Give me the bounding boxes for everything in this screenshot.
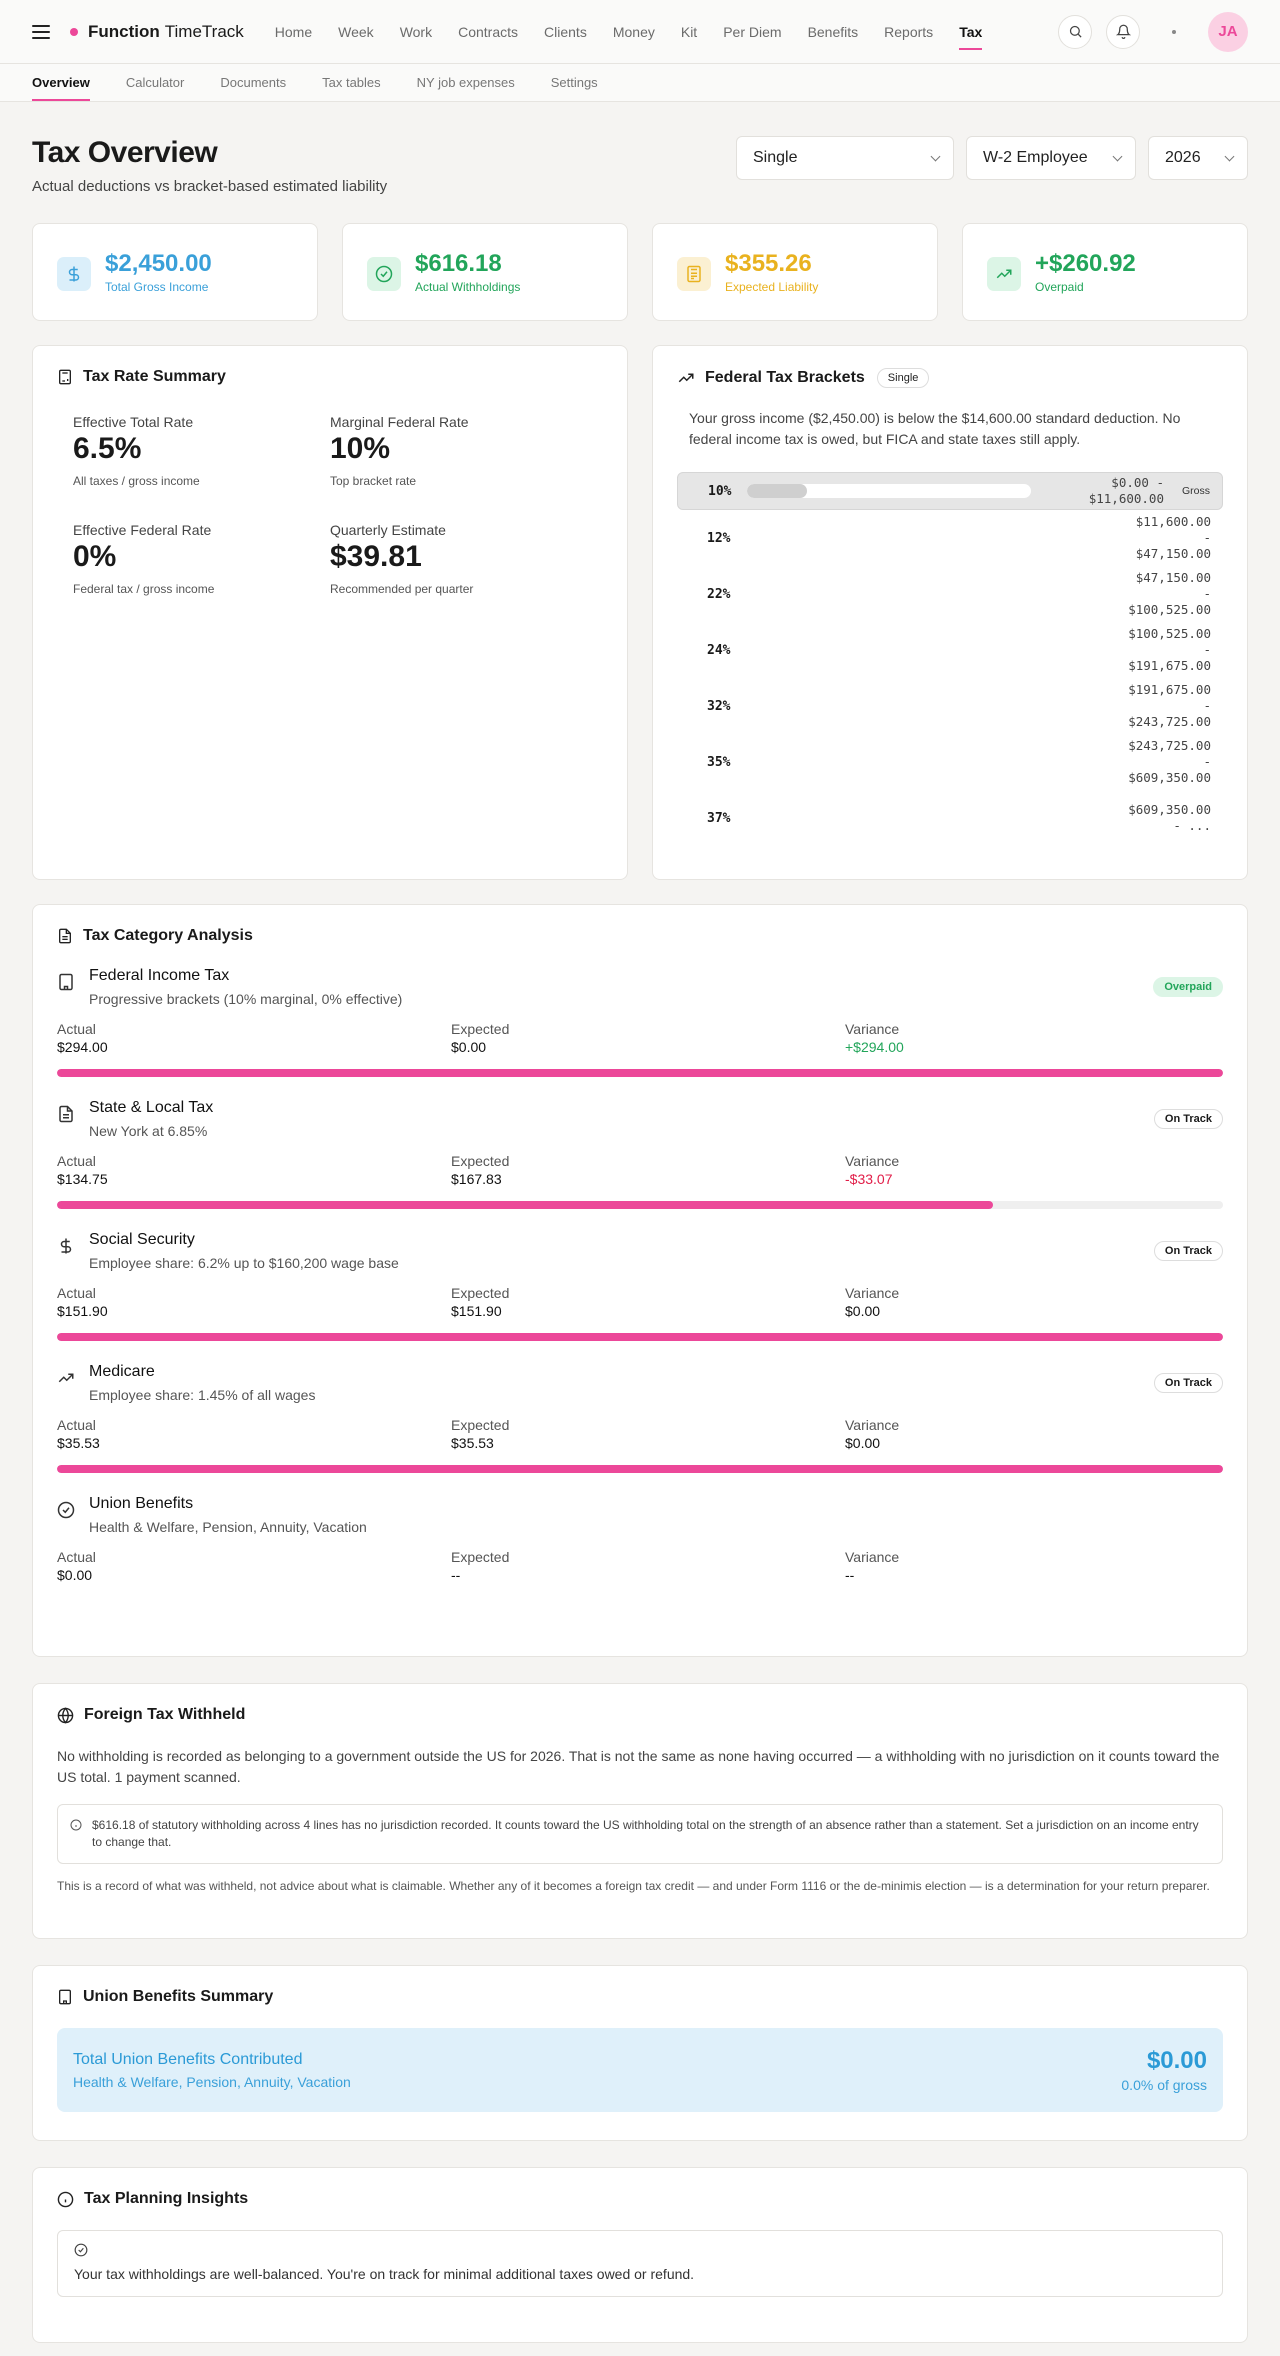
category-description: Employee share: 1.45% of all wages bbox=[89, 1387, 316, 1403]
expected-label: Expected bbox=[451, 1417, 510, 1433]
trending-up-icon bbox=[57, 1369, 75, 1387]
page-title: Tax Overview bbox=[32, 136, 218, 169]
stat-cards bbox=[32, 223, 1248, 321]
nav-item-money[interactable]: Money bbox=[612, 23, 655, 40]
filing-status-select[interactable] bbox=[736, 136, 954, 180]
variance-value: -- bbox=[845, 1567, 855, 1583]
union-box-subtitle: Health & Welfare, Pension, Annuity, Vacation bbox=[73, 2073, 351, 2090]
stat-icon-wrap bbox=[987, 257, 1021, 291]
category-progress-bar bbox=[57, 1333, 1223, 1341]
expected-value: $35.53 bbox=[451, 1435, 494, 1451]
year-value: 2026 bbox=[1165, 149, 1201, 166]
foreign-note bbox=[57, 1804, 1223, 1864]
brand-dot-icon bbox=[70, 28, 78, 36]
tab-settings[interactable]: Settings bbox=[550, 75, 598, 90]
employment-type-value: W-2 Employee bbox=[983, 149, 1088, 166]
tab-overview[interactable]: Overview bbox=[32, 64, 90, 101]
rate-metric bbox=[330, 522, 587, 596]
calculator-icon bbox=[685, 265, 703, 283]
stat-icon-wrap bbox=[57, 257, 91, 291]
card-title: Tax Planning Insights bbox=[84, 2190, 249, 2207]
bracket-row bbox=[677, 472, 1223, 510]
actual-value: $0.00 bbox=[57, 1567, 93, 1583]
variance-value: +$294.00 bbox=[845, 1039, 904, 1055]
info-icon bbox=[57, 2191, 74, 2208]
union-benefits-summary-card bbox=[32, 1965, 1248, 2141]
bracket-row bbox=[677, 790, 1223, 846]
chevron-down-icon bbox=[1225, 151, 1235, 161]
expected-value: $167.83 bbox=[451, 1171, 502, 1187]
nav-item-tax[interactable]: Tax bbox=[946, 0, 995, 64]
category-description: Health & Welfare, Pension, Annuity, Vacation bbox=[89, 1519, 367, 1535]
variance-value: $0.00 bbox=[845, 1303, 881, 1319]
tax-category bbox=[57, 967, 1223, 1077]
stat-label: Expected Liability bbox=[725, 280, 819, 294]
expected-label: Expected bbox=[451, 1021, 510, 1037]
category-progress-bar bbox=[57, 1465, 1223, 1473]
category-description: Employee share: 6.2% up to $160,200 wage base bbox=[89, 1255, 399, 1271]
category-progress-fill bbox=[57, 1201, 993, 1209]
stat-value: $355.26 bbox=[725, 250, 812, 277]
gross-marker: Gross bbox=[1181, 485, 1210, 497]
card-title: Federal Tax Brackets bbox=[705, 369, 865, 386]
notifications-button[interactable] bbox=[1106, 15, 1140, 49]
card-title: Union Benefits Summary bbox=[83, 1988, 274, 2005]
metric-label: Effective Federal Rate bbox=[73, 522, 212, 538]
sub-nav bbox=[0, 64, 1280, 102]
variance-value: $0.00 bbox=[845, 1435, 881, 1451]
top-bar bbox=[0, 0, 1280, 64]
bracket-range: $191,675.00 - $243,725.00 bbox=[1128, 682, 1211, 729]
tab-ny-job-expenses[interactable]: NY job expenses bbox=[416, 75, 515, 90]
chevron-down-icon bbox=[931, 151, 941, 161]
card-title: Foreign Tax Withheld bbox=[84, 1706, 246, 1723]
dollar-icon bbox=[65, 265, 83, 283]
bracket-range: $609,350.00 - ... bbox=[1128, 802, 1211, 833]
nav-item-per-diem[interactable]: Per Diem bbox=[723, 23, 782, 40]
expected-value: $0.00 bbox=[451, 1039, 487, 1055]
year-select[interactable] bbox=[1148, 136, 1248, 180]
metric-value: 6.5% bbox=[73, 432, 142, 465]
bracket-row bbox=[677, 622, 1223, 678]
card-title: Tax Rate Summary bbox=[83, 368, 226, 385]
bracket-range: $100,525.00 - $191,675.00 bbox=[1128, 626, 1211, 673]
insight-text: Your tax withholdings are well-balanced. You're on track for minimal additional taxes owed or refund. bbox=[74, 2266, 695, 2282]
stat-label: Actual Withholdings bbox=[415, 280, 521, 294]
check-circle-icon bbox=[57, 1501, 75, 1519]
bracket-progress-fill bbox=[747, 484, 807, 498]
status-badge: On Track bbox=[1154, 1241, 1223, 1261]
category-name: Federal Income Tax bbox=[89, 967, 230, 984]
variance-label: Variance bbox=[845, 1021, 900, 1037]
trending-up-icon bbox=[995, 265, 1013, 283]
category-progress-fill bbox=[57, 1069, 1223, 1077]
category-progress-bar bbox=[57, 1201, 1223, 1209]
bell-icon bbox=[1116, 24, 1131, 39]
actual-label: Actual bbox=[57, 1153, 96, 1169]
check-circle-icon bbox=[74, 2243, 88, 2257]
actual-value: $35.53 bbox=[57, 1435, 100, 1451]
expected-label: Expected bbox=[451, 1285, 510, 1301]
filing-status-value: Single bbox=[753, 149, 798, 166]
union-total-value: $0.00 bbox=[1146, 2047, 1207, 2074]
stat-card bbox=[32, 223, 318, 321]
expected-label: Expected bbox=[451, 1549, 510, 1565]
tax-planning-insights-card bbox=[32, 2167, 1248, 2343]
metric-subtext: All taxes / gross income bbox=[73, 474, 200, 488]
card-title: Tax Category Analysis bbox=[83, 927, 253, 944]
foreign-note-text: $616.18 of statutory withholding across 4 lines has no jurisdiction recorded. It counts toward the US withholding total on the strength of an absence rather than a statement. Set a jurisdiction on an income entry to change that. bbox=[92, 1818, 1199, 1849]
bracket-progress-bar bbox=[747, 484, 1031, 498]
metric-label: Effective Total Rate bbox=[73, 414, 194, 430]
actual-value: $134.75 bbox=[57, 1171, 108, 1187]
status-badge: On Track bbox=[1154, 1373, 1223, 1393]
metric-subtext: Federal tax / gross income bbox=[73, 582, 215, 596]
stat-value: +$260.92 bbox=[1035, 250, 1136, 277]
bracket-rate: 32% bbox=[707, 698, 731, 714]
category-name: Social Security bbox=[89, 1231, 195, 1248]
foreign-tax-card bbox=[32, 1683, 1248, 1939]
status-badge: On Track bbox=[1154, 1109, 1223, 1129]
stat-value: $616.18 bbox=[415, 250, 502, 277]
tax-category bbox=[57, 1099, 1223, 1209]
foreign-footer: This is a record of what was withheld, not advice about what is claimable. Whether any of it becomes a foreign tax credit — and under Form 1116 or the de-minimis election — is a determination for your return preparer. bbox=[57, 1879, 1210, 1893]
check-circle-icon bbox=[375, 265, 393, 283]
nav-item-kit[interactable]: Kit bbox=[680, 23, 698, 40]
stat-card bbox=[652, 223, 938, 321]
page-subtitle: Actual deductions vs bracket-based estimated liability bbox=[32, 178, 388, 195]
category-progress-fill bbox=[57, 1465, 1223, 1473]
nav-item-reports[interactable]: Reports bbox=[884, 23, 934, 40]
actual-label: Actual bbox=[57, 1021, 96, 1037]
actual-label: Actual bbox=[57, 1285, 96, 1301]
stat-card bbox=[342, 223, 628, 321]
bracket-range: $47,150.00 - $100,525.00 bbox=[1128, 570, 1211, 617]
search-button[interactable] bbox=[1058, 15, 1092, 49]
stat-card bbox=[962, 223, 1248, 321]
rate-metric bbox=[73, 414, 330, 488]
category-progress-fill bbox=[57, 1333, 1223, 1341]
category-description: New York at 6.85% bbox=[89, 1123, 208, 1139]
tab-tax-tables[interactable]: Tax tables bbox=[322, 75, 381, 90]
bracket-rate: 22% bbox=[707, 586, 731, 602]
bracket-note: Your gross income ($2,450.00) is below the $14,600.00 standard deduction. No federal income tax is owed, but FICA and state taxes still apply. bbox=[689, 410, 1181, 447]
info-icon bbox=[70, 1819, 82, 1831]
metric-value: 10% bbox=[330, 432, 391, 465]
tax-category bbox=[57, 1363, 1223, 1473]
nav-item-week[interactable]: Week bbox=[338, 23, 374, 40]
bracket-range: $11,600.00 - $47,150.00 bbox=[1135, 514, 1211, 561]
document-icon bbox=[57, 928, 73, 944]
rate-metric bbox=[73, 522, 330, 596]
search-icon bbox=[1068, 24, 1083, 39]
metric-subtext: Top bracket rate bbox=[330, 474, 417, 488]
foreign-text: No withholding is recorded as belonging to a government outside the US for 2026. That is not the same as none having occurred — a withholding with no jurisdiction on it counts toward the US total. 1 payment scanned. bbox=[57, 1748, 1220, 1785]
nav-item-clients[interactable]: Clients bbox=[544, 23, 587, 40]
brand-name: Function bbox=[88, 21, 160, 41]
stat-icon-wrap bbox=[367, 257, 401, 291]
union-total-box bbox=[57, 2028, 1223, 2112]
tax-category bbox=[57, 1495, 1223, 1583]
union-box-title: Total Union Benefits Contributed bbox=[73, 2050, 303, 2068]
tax-category-analysis-card bbox=[32, 904, 1248, 1657]
bracket-range: $243,725.00 - $609,350.00 bbox=[1128, 738, 1211, 785]
avatar[interactable]: JA bbox=[1208, 12, 1248, 52]
variance-label: Variance bbox=[845, 1549, 900, 1565]
stat-label: Overpaid bbox=[1035, 280, 1084, 294]
nav-item-benefits[interactable]: Benefits bbox=[807, 23, 859, 40]
metric-value: 0% bbox=[73, 540, 117, 573]
actual-label: Actual bbox=[57, 1417, 96, 1433]
menu-icon[interactable] bbox=[32, 25, 50, 39]
union-percent-of-gross: 0.0% of gross bbox=[1121, 2077, 1207, 2093]
tab-documents[interactable]: Documents bbox=[220, 75, 287, 90]
calculator-icon bbox=[57, 369, 73, 385]
metric-label: Marginal Federal Rate bbox=[330, 414, 469, 430]
employment-type-select[interactable] bbox=[966, 136, 1136, 180]
actual-label: Actual bbox=[57, 1549, 96, 1565]
variance-label: Variance bbox=[845, 1417, 900, 1433]
bracket-row bbox=[677, 566, 1223, 622]
bracket-row bbox=[677, 678, 1223, 734]
tax-category bbox=[57, 1231, 1223, 1341]
category-progress-bar bbox=[57, 1069, 1223, 1077]
stat-value: $2,450.00 bbox=[105, 250, 212, 277]
stat-icon-wrap bbox=[677, 257, 711, 291]
bracket-range: $0.00 - $11,600.00 bbox=[1088, 475, 1164, 506]
category-description: Progressive brackets (10% marginal, 0% effective) bbox=[89, 991, 403, 1007]
status-badge: Overpaid bbox=[1153, 977, 1223, 997]
expected-label: Expected bbox=[451, 1153, 510, 1169]
tab-calculator[interactable]: Calculator bbox=[125, 75, 185, 90]
bracket-row bbox=[677, 510, 1223, 566]
nav-item-work[interactable]: Work bbox=[399, 23, 433, 40]
bracket-rate: 35% bbox=[707, 754, 731, 770]
building-icon bbox=[57, 1989, 73, 2005]
metric-value: $39.81 bbox=[330, 540, 422, 573]
actual-value: $151.90 bbox=[57, 1303, 108, 1319]
bracket-rate: 24% bbox=[707, 642, 731, 658]
filing-status-badge: Single bbox=[877, 368, 930, 388]
main-nav bbox=[262, 0, 996, 64]
document-icon bbox=[57, 1105, 75, 1123]
brand-logo[interactable] bbox=[70, 22, 244, 42]
actual-value: $294.00 bbox=[57, 1039, 108, 1055]
bracket-row bbox=[677, 734, 1223, 790]
bracket-rate: 12% bbox=[707, 530, 731, 546]
variance-label: Variance bbox=[845, 1285, 900, 1301]
chevron-down-icon bbox=[1113, 151, 1123, 161]
expected-value: -- bbox=[451, 1567, 461, 1583]
stat-label: Total Gross Income bbox=[105, 280, 209, 294]
status-dot-icon bbox=[1172, 30, 1176, 34]
metric-label: Quarterly Estimate bbox=[330, 522, 446, 538]
bracket-rate: 37% bbox=[707, 810, 731, 826]
variance-label: Variance bbox=[845, 1153, 900, 1169]
nav-item-contracts[interactable]: Contracts bbox=[458, 23, 519, 40]
nav-item-home[interactable]: Home bbox=[274, 23, 313, 40]
metric-subtext: Recommended per quarter bbox=[330, 582, 474, 596]
brand-suffix: TimeTrack bbox=[164, 21, 244, 41]
building-icon bbox=[57, 973, 75, 991]
tax-rate-summary-card bbox=[32, 345, 628, 880]
federal-brackets-card bbox=[652, 345, 1248, 880]
bracket-rate: 10% bbox=[708, 483, 732, 499]
variance-value: -$33.07 bbox=[845, 1171, 893, 1187]
category-name: Union Benefits bbox=[89, 1495, 194, 1512]
rate-metric bbox=[330, 414, 587, 488]
trending-up-icon bbox=[677, 369, 695, 387]
category-name: State & Local Tax bbox=[89, 1099, 214, 1116]
category-name: Medicare bbox=[89, 1363, 155, 1380]
globe-icon bbox=[57, 1707, 74, 1724]
expected-value: $151.90 bbox=[451, 1303, 502, 1319]
insight-item bbox=[57, 2230, 1223, 2297]
dollar-icon bbox=[57, 1237, 75, 1255]
